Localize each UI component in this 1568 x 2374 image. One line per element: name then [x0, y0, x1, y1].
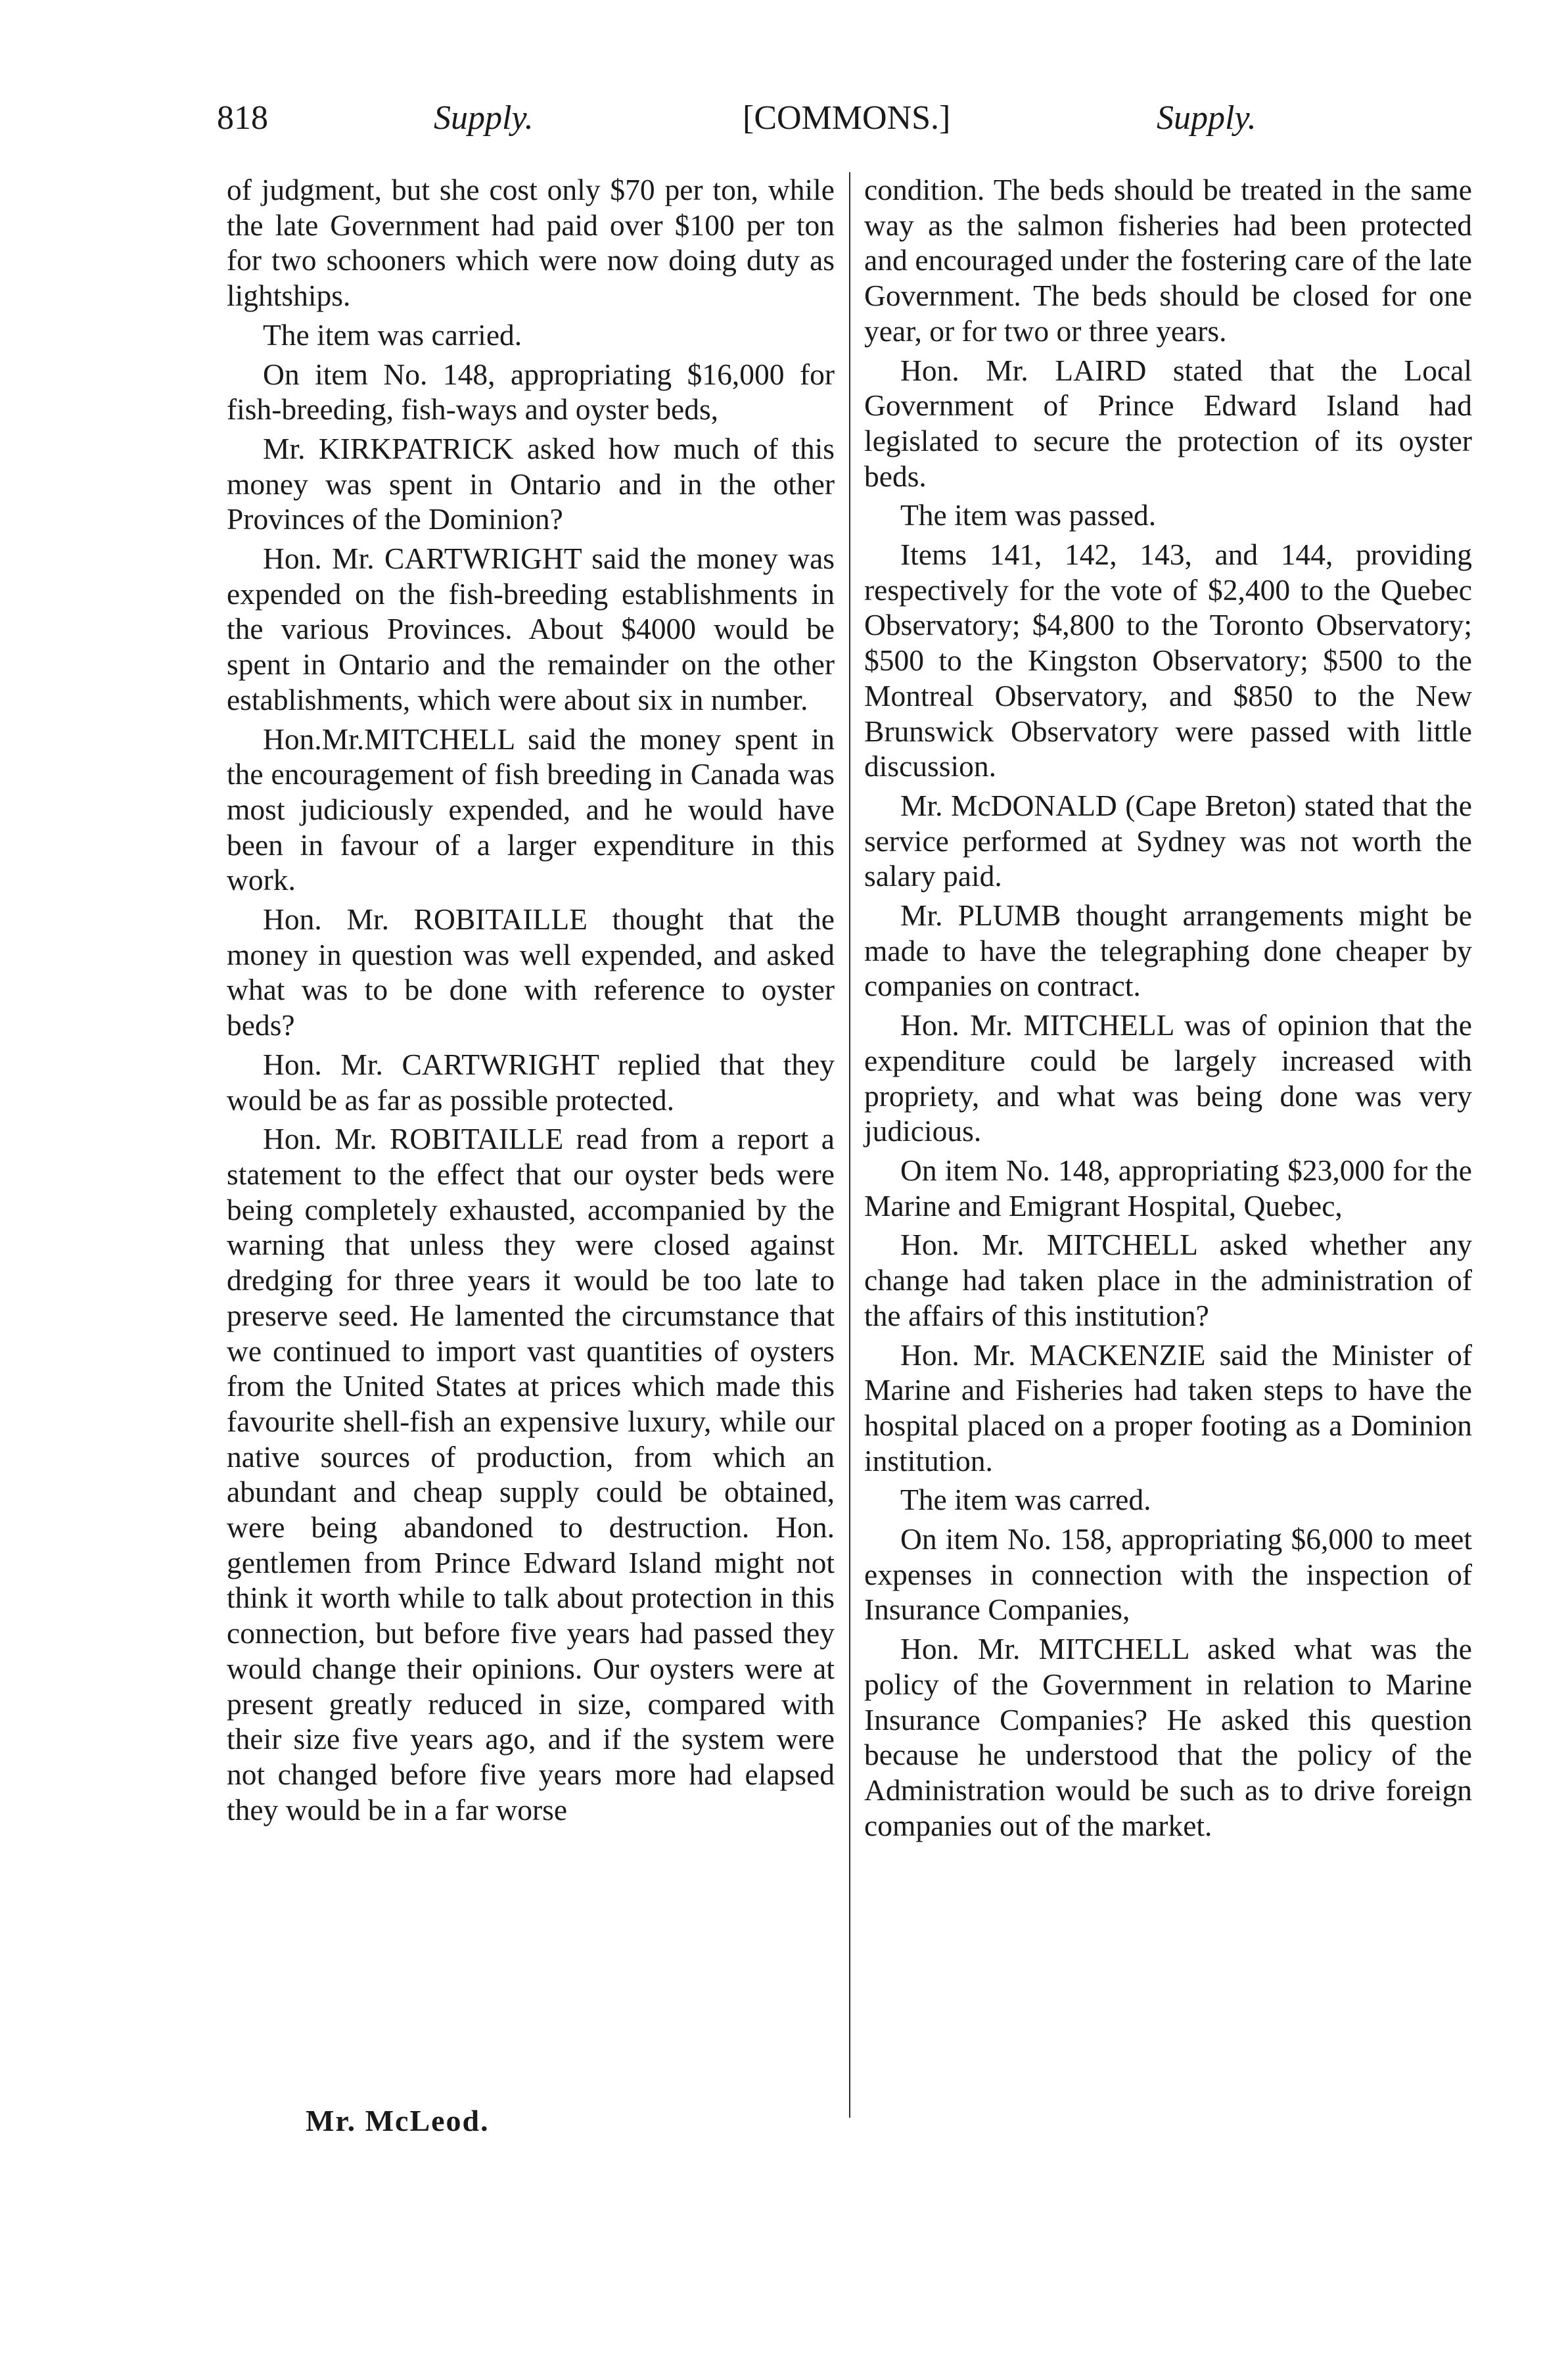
- left-text-column: [227, 172, 835, 1831]
- paragraph: Hon. Mr. MITCHELL asked what was the policy of the Government in relation to Marine Insurance Companies? He asked this question because he understood that the policy of the Administration would be such as to drive foreign companies out of the market.: [864, 1632, 1472, 1842]
- paragraph: Hon. Mr. LAIRD stated that the Local Government of Prince Edward Island had legislated to secure the protection of its oyster beds.: [864, 353, 1472, 493]
- paragraph: Hon. Mr. ROBITAILLE read from a report a statement to the effect that our oyster beds were being completely exhausted, accompanied by the warning that unless they were closed against dredging for three years it would be too late to preserve seed. He lamented the circumstance that we continued to import vast quantities of oysters from the United States at prices which made this favourite shell-fish an expensive luxury, while our native sources of production, from which an abundant and cheap supply could be obtained, were being abandoned to destruction. Hon. gentlemen from Prince Edward Island might not think it worth while to talk about protection in this connection, but before five years had passed they would change their opinions. Our oysters were at present greatly reduced in size, compared with their size five years ago, and if the system were not changed before five years more had elapsed they would be in a far worse: [227, 1122, 835, 1827]
- footer-speaker-name: Mr. McLeod.: [306, 2104, 490, 2137]
- paragraph: of judgment, but she cost only $70 per ton, while the late Government had paid over $100 per ton for two schooners which were now doing duty as lightships.: [227, 173, 835, 313]
- paragraph: The item was carred.: [900, 1483, 1151, 1517]
- paragraph: Hon. Mr. MACKENZIE said the Minister of Marine and Fisheries had taken steps to have the hospital placed on a proper footing as a Dominion institution.: [864, 1338, 1472, 1478]
- center-running-title: [COMMONS.]: [743, 99, 951, 137]
- paragraph: On item No. 158, appropriating $6,000 to meet expenses in connection with the inspection of Insurance Companies,: [864, 1522, 1472, 1627]
- paragraph: The item was passed.: [900, 498, 1157, 532]
- paragraph: Mr. KIRKPATRICK asked how much of this money was spent in Ontario and in the other Provinces of the Dominion?: [227, 431, 835, 536]
- page-number: 818: [217, 99, 268, 137]
- right-text-column: [864, 172, 1472, 1847]
- paragraph: Mr. McDONALD (Cape Breton) stated that the service performed at Sydney was not worth the salary paid.: [864, 788, 1472, 893]
- paragraph: On item No. 148, appropriating $23,000 for the Marine and Emigrant Hospital, Quebec,: [864, 1153, 1472, 1222]
- running-header: [217, 92, 1334, 145]
- column-divider: [849, 172, 850, 2118]
- paragraph: Items 141, 142, 143, and 144, providing respectively for the vote of $2,400 to the Quebec Observatory; $4,800 to the Toronto Observatory; $500 to the Kingston Observatory; $500 to the Montreal Observatory, and $850 to the New Brunswick Observatory were passed with little discussion.: [864, 538, 1472, 783]
- paragraph: Hon. Mr. MITCHELL asked whether any change had taken place in the administration of the affairs of this institution?: [864, 1228, 1472, 1332]
- paragraph: Hon. Mr. CARTWRIGHT said the money was expended on the fish-breeding establishments in the various Provinces. About $4000 would be spent in Ontario and the remainder on the other establishments, which were about six in number.: [227, 542, 835, 716]
- paragraph: The item was carried.: [263, 317, 522, 352]
- paragraph: Hon.Mr.MITCHELL said the money spent in the encouragement of fish breeding in Canada was most judiciously expended, and he would have been in favour of a larger expenditure in this work.: [227, 722, 835, 897]
- paragraph: Hon. Mr. CARTWRIGHT replied that they would be as far as possible protected.: [227, 1047, 835, 1117]
- paragraph: Hon. Mr. MITCHELL was of opinion that the expenditure could be largely increased with propriety, and what was being done was very judicious.: [864, 1008, 1472, 1148]
- left-running-title: Supply.: [434, 99, 534, 137]
- paragraph: condition. The beds should be treated in the same way as the salmon fisheries had been protected and encouraged under the fostering care of the late Government. The beds should be closed for one year, or for two or three years.: [864, 173, 1472, 348]
- paragraph: Mr. PLUMB thought arrangements might be made to have the telegraphing done cheaper by companies on contract.: [864, 898, 1472, 1003]
- right-running-title: Supply.: [1157, 99, 1257, 137]
- paragraph: Hon. Mr. ROBITAILLE thought that the money in question was well expended, and asked what was to be done with reference to oyster beds?: [227, 902, 835, 1042]
- paragraph: On item No. 148, appropriating $16,000 for fish-breeding, fish-ways and oyster beds,: [227, 357, 835, 427]
